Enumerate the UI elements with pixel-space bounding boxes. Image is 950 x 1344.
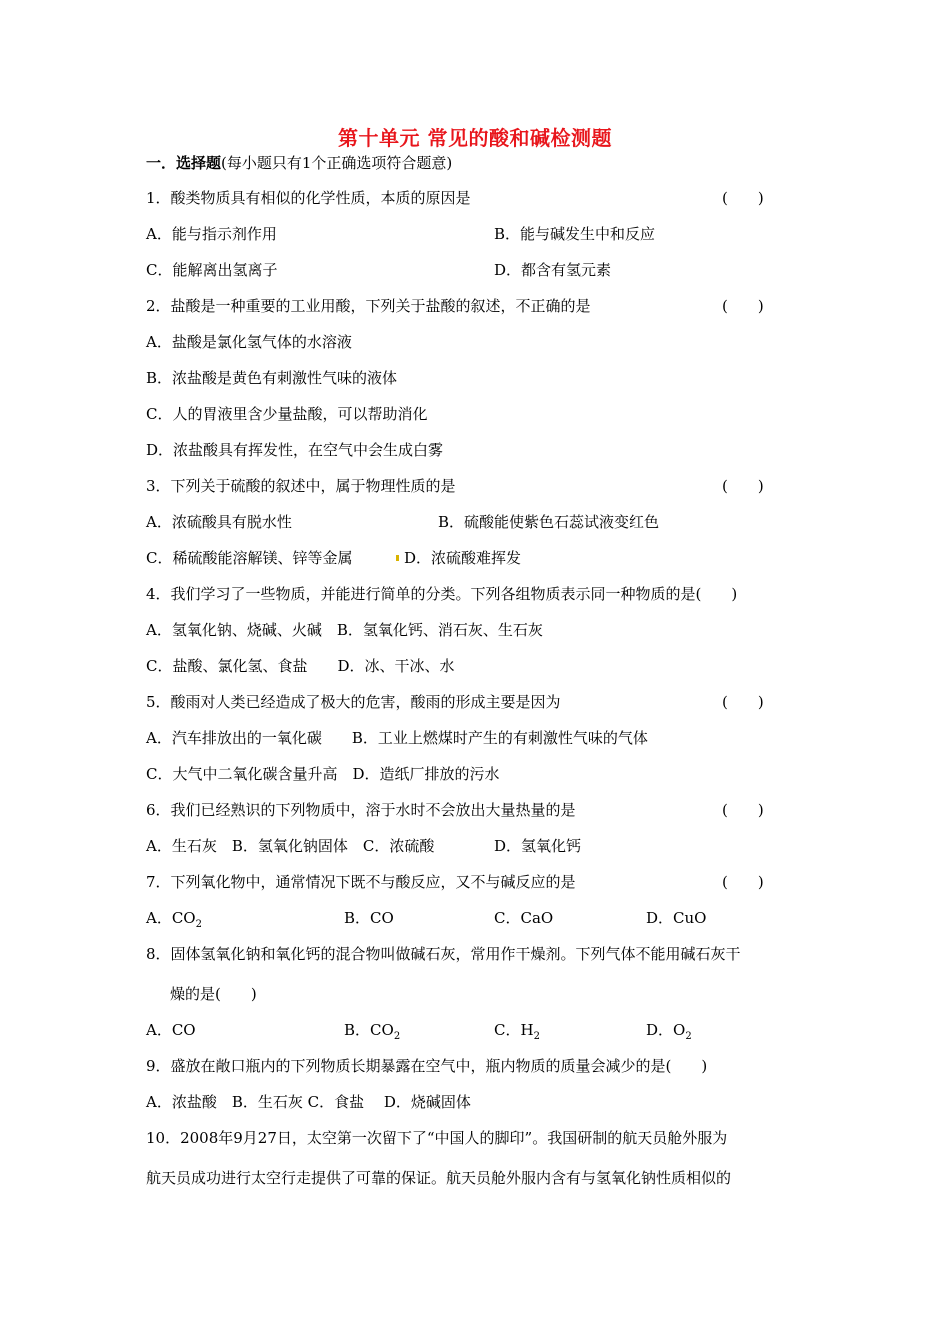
question-2-option-c: C．人的胃液里含少量盐酸，可以帮助消化 [146, 405, 428, 423]
question-8-stem-continued: 燥的是( ) [170, 985, 257, 1003]
question-7-option-a [146, 908, 202, 935]
question-4-options-ab: A．氢氧化钠、烧碱、火碱 B．氢氧化钙、消石灰、生石灰 [146, 621, 543, 639]
question-4-stem: 4．我们学习了一些物质，并能进行简单的分类。下列各组物质表示同一种物质的是( ) [146, 585, 738, 603]
question-7-option-b: B．CO [344, 909, 394, 927]
subscript: 2 [195, 919, 202, 930]
question-3-option-d: D．浓硫酸难挥发 [404, 549, 522, 567]
section-heading [146, 152, 452, 173]
question-10-line-2: 航天员成功进行太空行走提供了可靠的保证。航天员舱外服内含有与氢氧化钠性质相似的 [146, 1169, 732, 1187]
question-2-answer-blank: ( ) [722, 297, 764, 315]
question-1-stem: 1．酸类物质具有相似的化学性质，本质的原因是 [146, 189, 471, 207]
question-8-stem: 8．固体氢氧化钠和氧化钙的混合物叫做碱石灰，常用作干燥剂。下列气体不能用碱石灰干 [146, 945, 741, 963]
question-7-option-c: C．CaO [494, 909, 554, 927]
question-6-options-abc: A．生石灰 B．氢氧化钠固体 C．浓硫酸 [146, 837, 435, 855]
question-8-option-c [494, 1020, 540, 1047]
option-a-text: A．CO [146, 909, 196, 927]
question-1-option-b: B．能与碱发生中和反应 [494, 225, 656, 243]
option-d-text: D．O [646, 1021, 686, 1039]
page-title: 第十单元 常见的酸和碱检测题 [338, 126, 612, 150]
question-2-option-d: D．浓盐酸具有挥发性，在空气中会生成白雾 [146, 441, 444, 459]
question-5-options-cd: C．大气中二氧化碳含量升高 D．造纸厂排放的污水 [146, 765, 500, 783]
option-c-text: C．H [494, 1021, 534, 1039]
question-6-stem: 6．我们已经熟识的下列物质中，溶于水时不会放出大量热量的是 [146, 801, 576, 819]
question-5-options-ab: A．汽车排放出的一氧化碳 B．工业上燃煤时产生的有刺激性气味的气体 [146, 729, 648, 747]
question-4-options-cd: C．盐酸、氯化氢、食盐 D．冰、干冰、水 [146, 657, 455, 675]
question-1-option-c: C．能解离出氢离子 [146, 261, 278, 279]
question-2-option-a: A．盐酸是氯化氢气体的水溶液 [146, 333, 352, 351]
question-9-stem: 9．盛放在敞口瓶内的下列物质长期暴露在空气中，瓶内物质的质量会减少的是( ) [146, 1057, 708, 1075]
question-10-line-1: 10．2008年9月27日，太空第一次留下了“中国人的脚印”。我国研制的航天员舱外服为 [146, 1129, 728, 1147]
question-2-stem: 2．盐酸是一种重要的工业用酸，下列关于盐酸的叙述，不正确的是 [146, 297, 591, 315]
option-b-text: B．CO [344, 1021, 394, 1039]
question-2-option-b: B．浓盐酸是黄色有刺激性气味的液体 [146, 369, 398, 387]
question-9-options: A．浓盐酸 B．生石灰 C．食盐 D．烧碱固体 [146, 1093, 471, 1111]
question-3-stem: 3．下列关于硫酸的叙述中，属于物理性质的是 [146, 477, 456, 495]
question-3-option-c: C．稀硫酸能溶解镁、锌等金属 [146, 549, 353, 567]
subscript: 2 [393, 1031, 401, 1042]
stray-mark [396, 555, 399, 561]
question-3-option-a: A．浓硫酸具有脱水性 [146, 513, 292, 531]
question-7-option-d: D．CuO [646, 909, 707, 927]
question-3-answer-blank: ( ) [722, 477, 764, 495]
question-6-answer-blank: ( ) [722, 801, 764, 819]
question-1-option-a: A．能与指示剂作用 [146, 225, 277, 243]
question-7-stem: 7．下列氧化物中，通常情况下既不与酸反应，又不与碱反应的是 [146, 873, 576, 891]
question-3-option-b: B．硫酸能使紫色石蕊试液变红色 [438, 513, 660, 531]
subscript: 2 [533, 1031, 540, 1042]
question-5-answer-blank: ( ) [722, 693, 764, 711]
question-1-option-d: D．都含有氢元素 [494, 261, 612, 279]
question-1-answer-blank: ( ) [722, 189, 764, 207]
question-7-answer-blank: ( ) [722, 873, 764, 891]
question-8-option-d [646, 1020, 692, 1047]
subscript: 2 [685, 1031, 692, 1042]
question-8-option-a: A．CO [146, 1021, 196, 1039]
question-8-option-b [344, 1020, 400, 1047]
question-5-stem: 5．酸雨对人类已经造成了极大的危害，酸雨的形成主要是因为 [146, 693, 561, 711]
question-6-option-d: D．氢氧化钙 [494, 837, 582, 855]
section-label: 一．选择题 [146, 154, 222, 172]
section-note: (每小题只有1个正确选项符合题意) [221, 154, 453, 172]
